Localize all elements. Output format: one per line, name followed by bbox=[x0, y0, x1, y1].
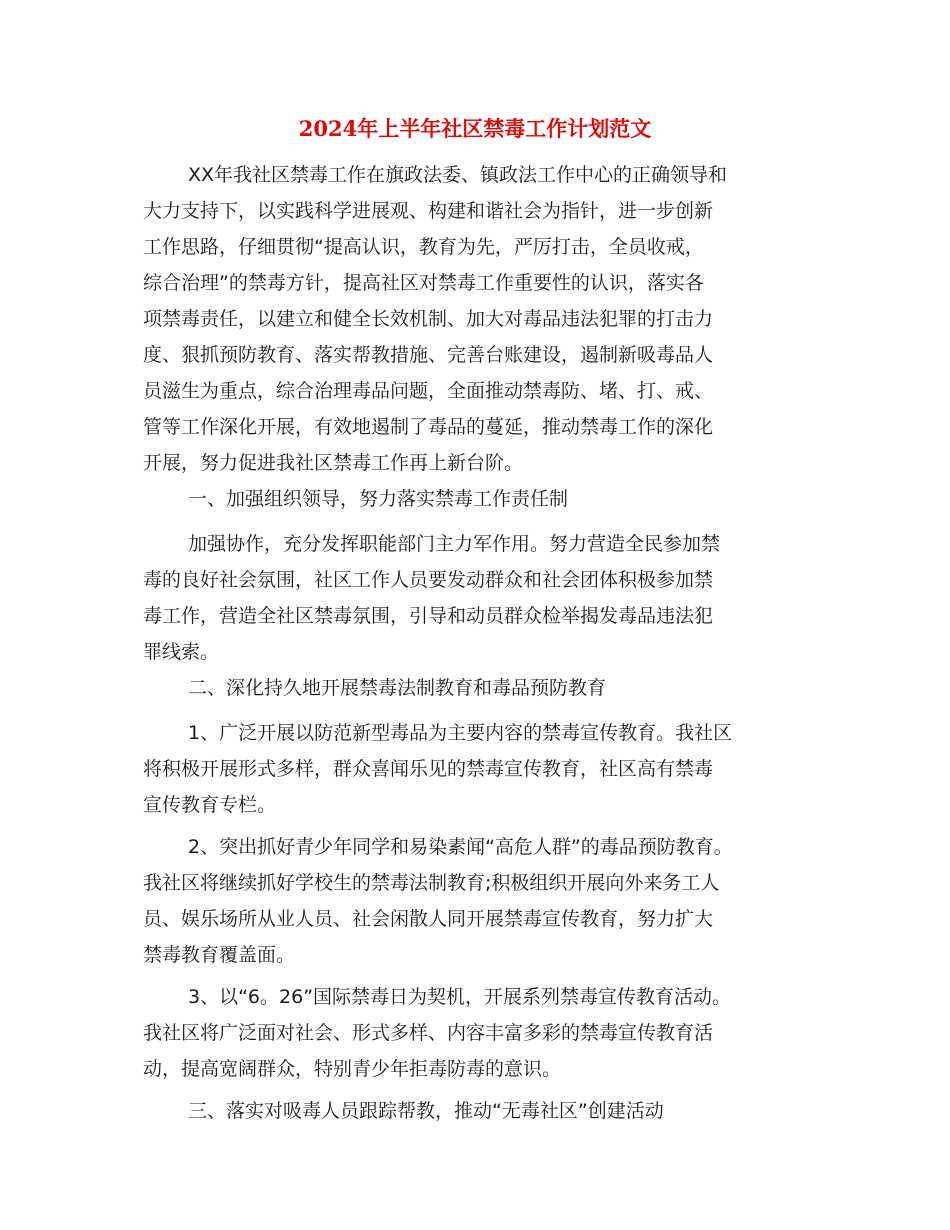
paragraph-line: 毒的良好社会氛围，社区工作人员要发动群众和社会团体积极参加禁 bbox=[143, 569, 714, 591]
paragraph-line: 3、以“6。26”国际禁毒日为契机，开展系列禁毒宣传教育活动。 bbox=[188, 986, 732, 1008]
paragraph-line: 1、广泛开展以防范新型毒品为主要内容的禁毒宣传教育。我社区 bbox=[188, 722, 733, 744]
paragraph-line: 宣传教育专栏。 bbox=[143, 794, 277, 816]
paragraph-line: XX年我社区禁毒工作在旗政法委、镇政法工作中心的正确领导和 bbox=[188, 164, 728, 186]
paragraph-line: 禁毒教育覆盖面。 bbox=[143, 944, 296, 966]
paragraph-line: 将积极开展形式多样，群众喜闻乐见的禁毒宣传教育，社区高有禁毒 bbox=[143, 758, 714, 780]
paragraph-line: 2、突出抓好青少年同学和易染素闻“高危人群”的毒品预防教育。 bbox=[188, 836, 733, 858]
paragraph-line: 开展，努力促进我社区禁毒工作再上新台阶。 bbox=[143, 452, 524, 474]
paragraph-line: 毒工作，营造全社区禁毒氛围，引导和动员群众检举揭发毒品违法犯 bbox=[143, 605, 714, 627]
paragraph-line: 综合治理”的禁毒方针，提高社区对禁毒工作重要性的认识，落实各 bbox=[143, 272, 704, 294]
paragraph-line: 我社区将广泛面对社会、形式多样、内容丰富多彩的禁毒宣传教育活 bbox=[143, 1022, 714, 1044]
paragraph-line: 大力支持下，以实践科学进展观、构建和谐社会为指针，进一步创新 bbox=[143, 200, 714, 222]
paragraph-line: 项禁毒责任，以建立和健全长效机制、加大对毒品违法犯罪的打击力 bbox=[143, 308, 714, 330]
paragraph-line: 罪线索。 bbox=[143, 641, 220, 663]
document-title: 2024年上半年社区禁毒工作计划范文 bbox=[298, 116, 652, 141]
paragraph-line: 员、娱乐场所从业人员、社会闲散人同开展禁毒宣传教育，努力扩大 bbox=[143, 908, 714, 930]
paragraph-line: 度、狠抓预防教育、落实帮教措施、完善台账建设，遏制新吸毒品人 bbox=[143, 344, 714, 366]
paragraph-line: 我社区将继续抓好学校生的禁毒法制教育;积极组织开展向外来务工人 bbox=[143, 872, 720, 894]
section-heading: 三、落实对吸毒人员跟踪帮教，推动“无毒社区”创建活动 bbox=[188, 1100, 664, 1122]
paragraph-line: 管等工作深化开展，有效地遏制了毒品的蔓延，推动禁毒工作的深化 bbox=[143, 416, 714, 438]
paragraph-line: 工作思路，仔细贯彻“提高认识，教育为先，严厉打击，全员收戒， bbox=[143, 236, 704, 258]
section-heading: 二、深化持久地开展禁毒法制教育和毒品预防教育 bbox=[188, 677, 607, 699]
paragraph-line: 动，提高宽阔群众，特别青少年拒毒防毒的意识。 bbox=[143, 1058, 562, 1080]
paragraph-line: 员滋生为重点，综合治理毒品问题，全面推动禁毒防、堵、打、戒、 bbox=[143, 380, 714, 402]
section-heading: 一、加强组织领导，努力落实禁毒工作责任制 bbox=[188, 488, 569, 510]
paragraph-line: 加强协作，充分发挥职能部门主力军作用。努力营造全民参加禁 bbox=[188, 533, 721, 555]
